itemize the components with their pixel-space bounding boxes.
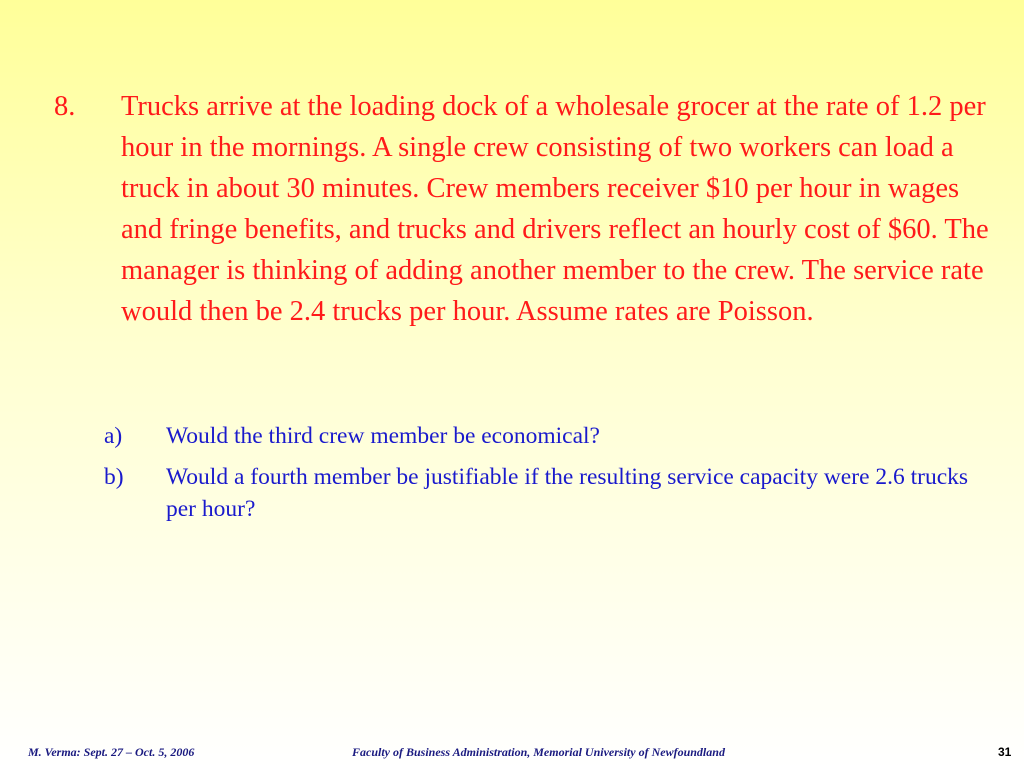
footer-author-dates: M. Verma: Sept. 27 – Oct. 5, 2006 <box>28 745 195 759</box>
question-text: Would a fourth member be justifiable if the resulting service capacity were 2.6 trucks per hour? <box>166 464 969 522</box>
question-list <box>104 420 984 534</box>
question-marker: b) <box>104 464 124 490</box>
footer-institution: Faculty of Business Administration, Memorial University of Newfoundland <box>352 745 725 759</box>
question-marker: a) <box>104 423 123 449</box>
question-text: Would the third crew member be economical? <box>166 423 600 449</box>
problem-text: Trucks arrive at the loading dock of a wholesale grocer at the rate of 1.2 per hour in the mornings. A single crew consisting of two workers can load a truck in about 30 minutes. Crew members receiver $10 per hour in wages and fringe benefits, and trucks and drivers reflect an hourly cost of $60. The manager is thinking of adding another member to the crew. The service rate would then be 2.4 trucks per hour. Assume rates are Poisson. <box>121 91 989 327</box>
page-number: 31 <box>998 745 1012 759</box>
problem-item <box>54 86 1004 332</box>
question-item-a <box>104 420 984 452</box>
question-item-b <box>104 461 984 525</box>
problem-number: 8. <box>54 91 76 122</box>
